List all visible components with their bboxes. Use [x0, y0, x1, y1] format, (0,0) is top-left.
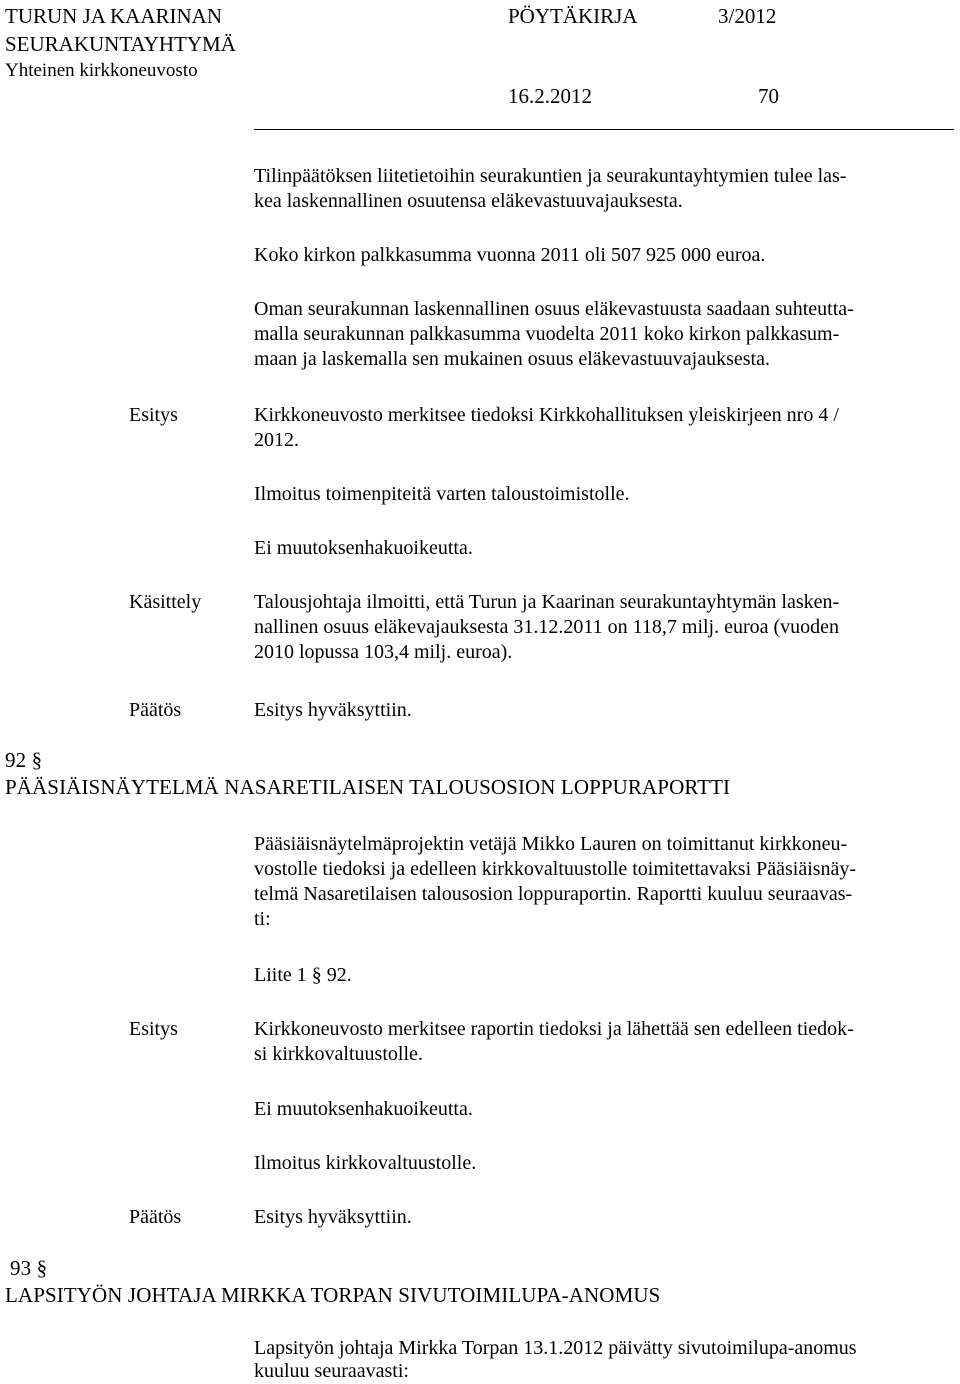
doc-date: 16.2.2012 — [508, 84, 592, 108]
paatos-text: Esitys hyväksyttiin. — [254, 1206, 412, 1228]
appeal-text: Ei muutoksenhakuoikeutta. — [254, 537, 473, 559]
org-name-line2: SEURAKUNTAYHTYMÄ — [5, 32, 236, 56]
section-sign-icon: § — [311, 964, 322, 986]
paragraph-line: Oman seurakunnan laskennallinen osuus eläkevastuusta saadaan suhteutta- — [254, 298, 854, 320]
esitys-text-line: Kirkkoneuvosto merkitsee raportin tiedoksi ja lähettää sen edelleen tiedok- — [254, 1018, 854, 1040]
section-number: 93 § — [10, 1256, 48, 1280]
notice-text: Ilmoitus kirkkovaltuustolle. — [254, 1152, 477, 1174]
section-number: 92 § — [5, 748, 43, 772]
esitys-label: Esitys — [129, 404, 178, 426]
paragraph-line: Tilinpäätöksen liitetietoihin seurakuntien ja seurakuntayhtymien tulee las- — [254, 165, 847, 187]
section-title: PÄÄSIÄISNÄYTELMÄ NASARETILAISEN TALOUSOSION LOPPURAPORTTI — [5, 775, 731, 799]
attachment-ref: Liite 1 § 92. — [254, 964, 352, 986]
section-sign-icon: § — [36, 1256, 48, 1280]
paragraph-line: kuuluu seuraavasti: — [254, 1360, 409, 1382]
doc-number: 3/2012 — [718, 4, 777, 28]
kasittely-text-line: nallinen osuus eläkevajauksesta 31.12.2011 on 118,7 milj. euroa (vuoden — [254, 616, 840, 638]
paatos-label: Päätös — [129, 1206, 182, 1228]
page-number: 70 — [758, 84, 779, 108]
doc-type: PÖYTÄKIRJA — [508, 4, 638, 28]
esitys-text-line: si kirkkovaltuustolle. — [254, 1043, 423, 1065]
kasittely-label: Käsittely — [129, 591, 202, 613]
appeal-text: Ei muutoksenhakuoikeutta. — [254, 1098, 473, 1120]
paragraph-line: Pääsiäisnäytelmäprojektin vetäjä Mikko Lauren on toimittanut kirkkoneu- — [254, 833, 848, 855]
paragraph-line: ti: — [254, 908, 271, 930]
notice-text: Ilmoitus toimenpiteitä varten taloustoimistolle. — [254, 483, 630, 505]
paatos-text: Esitys hyväksyttiin. — [254, 699, 412, 721]
kasittely-text-line: 2010 lopussa 103,4 milj. euroa). — [254, 641, 513, 663]
paragraph-line: maan ja laskemalla sen mukainen osuus eläkevastuuvajauksesta. — [254, 348, 770, 370]
paragraph-line: malla seurakunnan palkkasumma vuodelta 2011 koko kirkon palkkasum- — [254, 323, 840, 345]
paragraph-line: kea laskennallinen osuutensa eläkevastuuvajauksesta. — [254, 190, 683, 212]
section-title: LAPSITYÖN JOHTAJA MIRKKA TORPAN SIVUTOIMILUPA-ANOMUS — [5, 1283, 661, 1307]
section-sign-icon: § — [31, 748, 43, 772]
paragraph-line: telmä Nasaretilaisen talousosion loppuraportin. Raportti kuuluu seuraavas- — [254, 883, 853, 905]
paatos-label: Päätös — [129, 699, 182, 721]
esitys-text-line: 2012. — [254, 429, 299, 451]
esitys-label: Esitys — [129, 1018, 178, 1040]
org-name: TURUN JA KAARINAN — [5, 4, 223, 28]
header-rule — [254, 129, 954, 130]
paragraph-line: vostolle tiedoksi ja edelleen kirkkovaltuustolle toimitettavaksi Pääsiäisnäy- — [254, 858, 857, 880]
paragraph-line: Lapsityön johtaja Mirkka Torpan 13.1.2012 päivätty sivutoimilupa-anomus — [254, 1337, 857, 1359]
paragraph: Koko kirkon palkkasumma vuonna 2011 oli 507 925 000 euroa. — [254, 244, 766, 266]
esitys-text-line: Kirkkoneuvosto merkitsee tiedoksi Kirkkohallituksen yleiskirjeen nro 4 / — [254, 404, 839, 426]
kasittely-text-line: Talousjohtaja ilmoitti, että Turun ja Kaarinan seurakuntayhtymän lasken- — [254, 591, 840, 613]
org-unit: Yhteinen kirkkoneuvosto — [5, 60, 198, 81]
